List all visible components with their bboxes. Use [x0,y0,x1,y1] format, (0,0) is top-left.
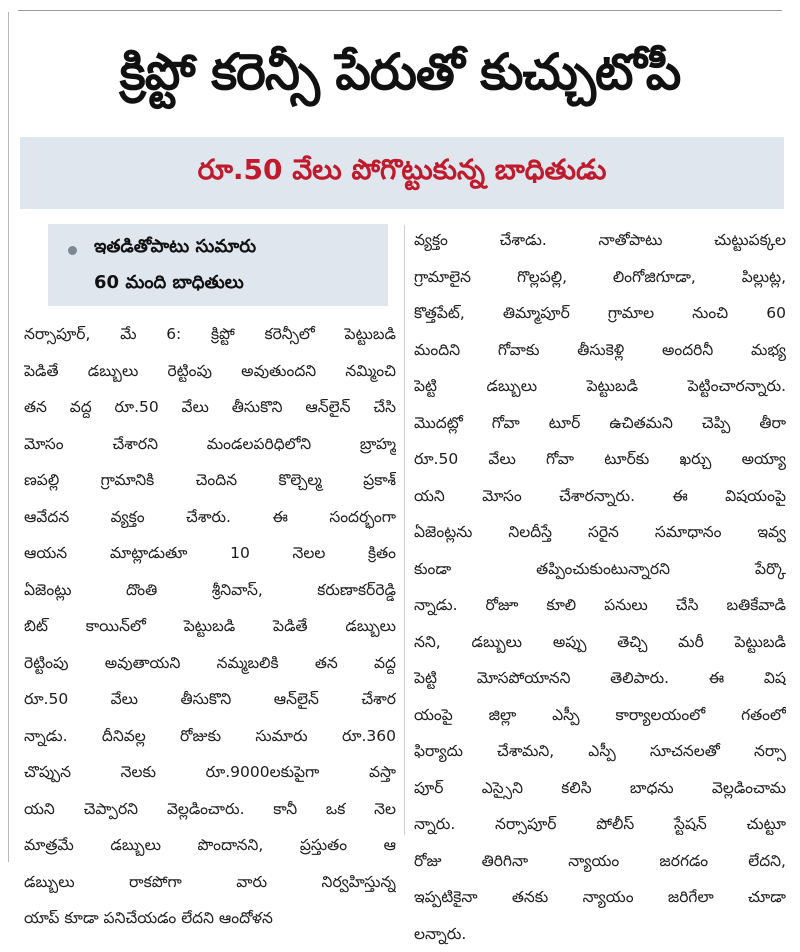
body-line: ఆవేదన వ్యక్తం చేశారు. ఈ సందర్భంగా [24,499,396,536]
body-line: ఇప్పటికైనా తనకు న్యాయం జరిగేలా చూడా [414,879,786,916]
body-line: కుండా తప్పించుకుంటున్నారని పేర్కొ [414,551,786,588]
body-line: రూ.50 వేలు గోవా టూర్‌కు ఖర్చు అయ్యా [414,441,786,478]
body-line: ఏజెంట్లను నిలదీస్తే సరైన సమాధానం ఇవ్వ [414,514,786,551]
body-line: మొదట్లో గోవా టూర్ ఉచితమని చెప్పి తీరా [414,405,786,442]
headline: క్రిప్టో కరెన్సీ పేరుతో కుచ్చుటోపీ [20,22,780,122]
body-line: న్నారు. నర్సాపూర్ పోలీస్ స్టేషన్ చుట్టూ [414,806,786,843]
body-line: ఫిర్యాదు చేశామని, ఎస్పీ సూచనలతో నర్సా [414,733,786,770]
top-rule [18,10,782,11]
bullet-dot-icon [68,246,77,255]
body-line: బిట్ కాయిన్‌లో పెట్టుబడి పెడితే డబ్బులు [24,608,396,645]
column-divider [404,225,405,835]
right-column [414,222,786,952]
body-line: మోసం చేశారని మండలపరిధిలోని బ్రాహ్మ [24,426,396,463]
body-line: వ్యక్తం చేశాడు. నాతోపాటు చుట్టుపక్కల [414,222,786,259]
body-line: లన్నారు. [414,916,786,952]
body-line: రెట్టింపు అవుతాయని నమ్మబలికి తన వద్ద [24,645,396,682]
body-line: తన వద్ద రూ.50 వేలు తీసుకొని ఆన్‌లైన్ చేసి [24,389,396,426]
body-line: మందిని గోవాకు తీసుకెళ్లి అందరినీ మభ్య [414,332,786,369]
body-line: యని చెప్పారని వెల్లడించారు. కానీ ఒక నెల [24,791,396,828]
body-line: యాప్ కూడా పనిచేయడం లేదని ఆందోళన [24,900,396,937]
highlight-line-1: ఇతడితోపాటు సుమారు [94,236,256,261]
body-line: గ్రామాలైన గొల్లపల్లి, లింగోజిగూడా, పిల్లుట్ల, [414,259,786,296]
body-line: చొప్పున నెలకు రూ.9000లకుపైగా వస్తా [24,754,396,791]
body-line: నని, డబ్బులు అప్పు తెచ్చి మరీ పెట్టుబడి [414,624,786,661]
body-line: న్నాడు. దీనివల్ల రోజుకు సుమారు రూ.360 [24,718,396,755]
body-line: న్నాడు. రోజూ కూలి పనులు చేసి బతికేవాడి [414,587,786,624]
body-line: రూ.50 వేలు తీసుకొని ఆన్‌లైన్ చేశార [24,681,396,718]
body-line: పెడితే డబ్బులు రెట్టింపు అవుతుందని నమ్మించి [24,353,396,390]
body-line: పెట్టి మోసపోయానని తెలిపారు. ఈ విష [414,660,786,697]
body-line: ఏజెంట్లు దొంతి శ్రీనివాస్, కరుణాకర్‌రెడ్డి [24,572,396,609]
body-line: ఆయన మాట్లాడుతూ 10 నెలల క్రితం [24,535,396,572]
body-line: డబ్బులు రాకపోగా వారు నిర్వహిస్తున్న [24,864,396,901]
subheadline-band [20,137,784,209]
highlight-line-2: 60 మంది బాధితులు [94,272,244,297]
left-column [24,316,396,937]
body-line: మాత్రమే డబ్బులు పొందానని, ప్రస్తుతం ఆ [24,827,396,864]
body-line: ణపల్లి గ్రామానికి చెందిన కొల్చెల్మ ప్రకాశ్ [24,462,396,499]
body-line: రోజు తిరిగినా న్యాయం జరగడం లేదని, [414,843,786,880]
body-line: నర్సాపూర్, మే 6: క్రిప్టో కరెన్సీలో పెట్టుబడి [24,316,396,353]
body-line: యంపై జిల్లా ఎస్పీ కార్యాలయంలో గతంలో [414,697,786,734]
body-line: కొత్తపేట్, తిమ్మాపూర్ గ్రామాల నుంచి 60 [414,295,786,332]
body-line: యని మోసం చేశారన్నారు. ఈ విషయంపై [414,478,786,515]
highlight-box [48,224,388,306]
subheadline: రూ.50 వేలు పోగొట్టుకున్న బాధితుడు [198,153,607,193]
body-line: పూర్ ఎస్సైని కలిసి బాధను వెల్లడించామ [414,770,786,807]
body-line: పెట్టి డబ్బులు పెట్టుబడి పెట్టించారన్నారు. [414,368,786,405]
left-margin-rule [8,12,9,862]
